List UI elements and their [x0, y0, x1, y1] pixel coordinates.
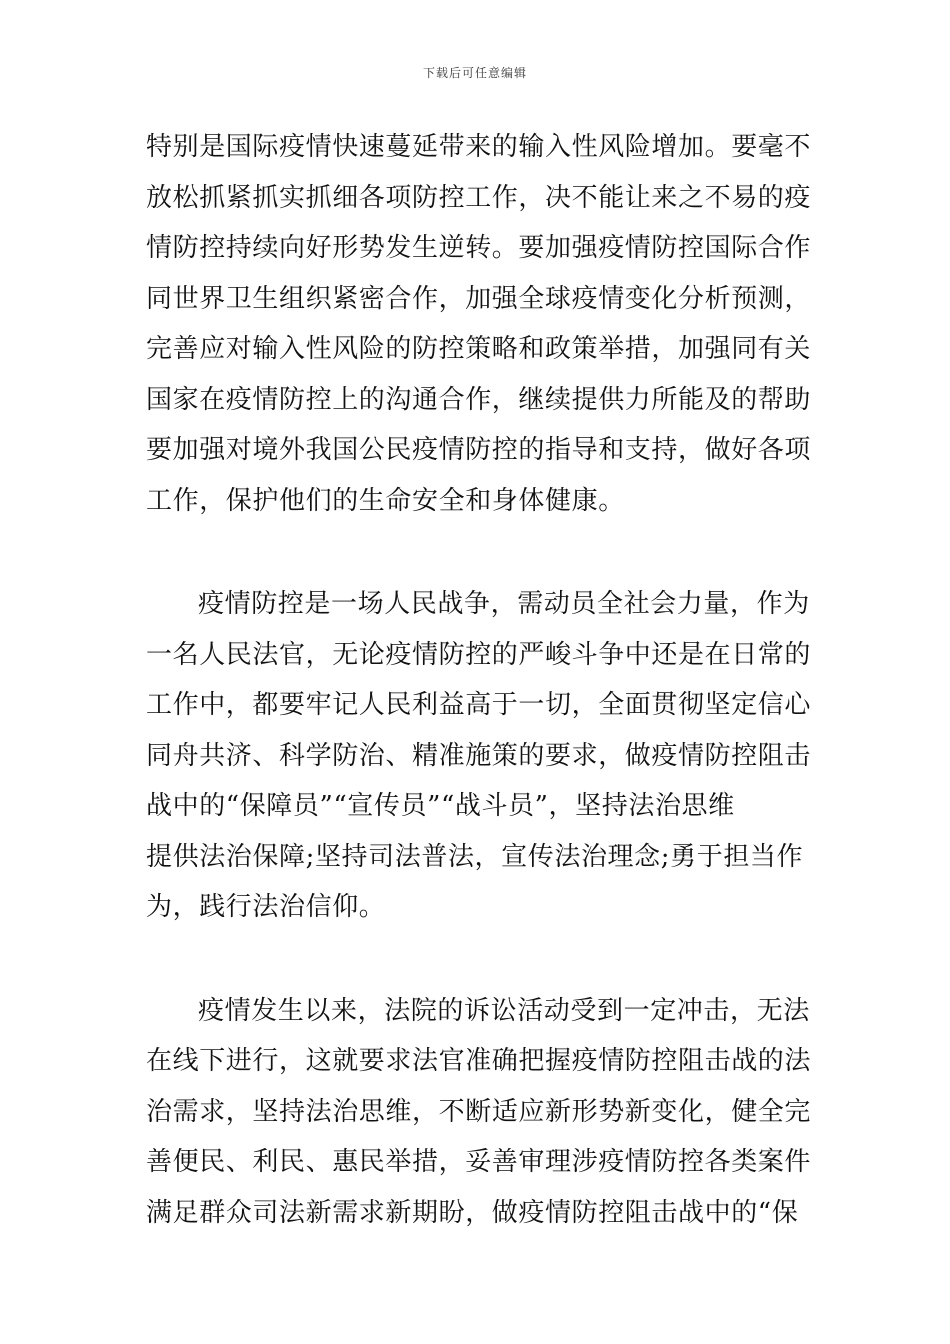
text-line: 一名人民法官，无论疫情防控的严峻斗争中还是在日常的	[146, 639, 812, 670]
text-line: 国家在疫情防控上的沟通合作，继续提供力所能及的帮助	[146, 384, 812, 415]
page-header-note: 下载后可任意编辑	[422, 66, 527, 80]
text-line: 为，践行法治信仰。	[146, 892, 386, 922]
text-line: 疫情防控是一场人民战争，需动员全社会力量，作为	[198, 589, 810, 619]
paragraph-spacer	[146, 526, 806, 579]
document-body	[146, 122, 812, 1238]
text-line: 放松抓紧抓实抓细各项防控工作，决不能让来之不易的疫	[146, 182, 812, 213]
text-line: 在线下进行，这就要求法官准确把握疫情防控阻击战的法	[146, 1046, 812, 1076]
text-line: 要加强对境外我国公民疫情防控的指导和支持，做好各项	[146, 435, 812, 465]
text-line: 同世界卫生组织紧密合作，加强全球疫情变化分析预测，	[146, 283, 812, 314]
text-line: 同舟共济、科学防治、精准施策的要求，做疫情防控阻击	[146, 740, 812, 771]
text-line: 提供法治保障;坚持司法普法，宣传法治理念;勇于担当作	[146, 841, 804, 872]
text-line: 工作中，都要牢记人民利益高于一切，全面贯彻坚定信心	[146, 690, 812, 720]
text-line: 满足群众司法新需求新期盼，做疫情防控阻击战中的“保	[146, 1197, 799, 1228]
text-line: 完善应对输入性风险的防控策略和政策举措，加强同有关	[146, 334, 812, 364]
text-line: 战中的“保障员”“宣传员”“战斗员”，坚持法治思维	[146, 791, 735, 821]
paragraph-1	[146, 122, 812, 526]
paragraph-spacer	[146, 933, 806, 986]
text-line: 善便民、利民、惠民举措，妥善审理涉疫情防控各类案件	[146, 1147, 812, 1177]
text-line: 特别是国际疫情快速蔓延带来的输入性风险增加。要毫不	[146, 132, 812, 162]
text-line: 情防控持续向好形势发生逆转。要加强疫情防控国际合作	[146, 233, 812, 263]
text-line: 治需求，坚持法治思维，不断适应新形势新变化，健全完	[146, 1096, 812, 1127]
text-line: 工作，保护他们的生命安全和身体健康。	[146, 485, 625, 516]
paragraph-3	[146, 986, 812, 1239]
text-line: 疫情发生以来，法院的诉讼活动受到一定冲击，无法	[198, 995, 810, 1026]
paragraph-2	[146, 579, 812, 933]
